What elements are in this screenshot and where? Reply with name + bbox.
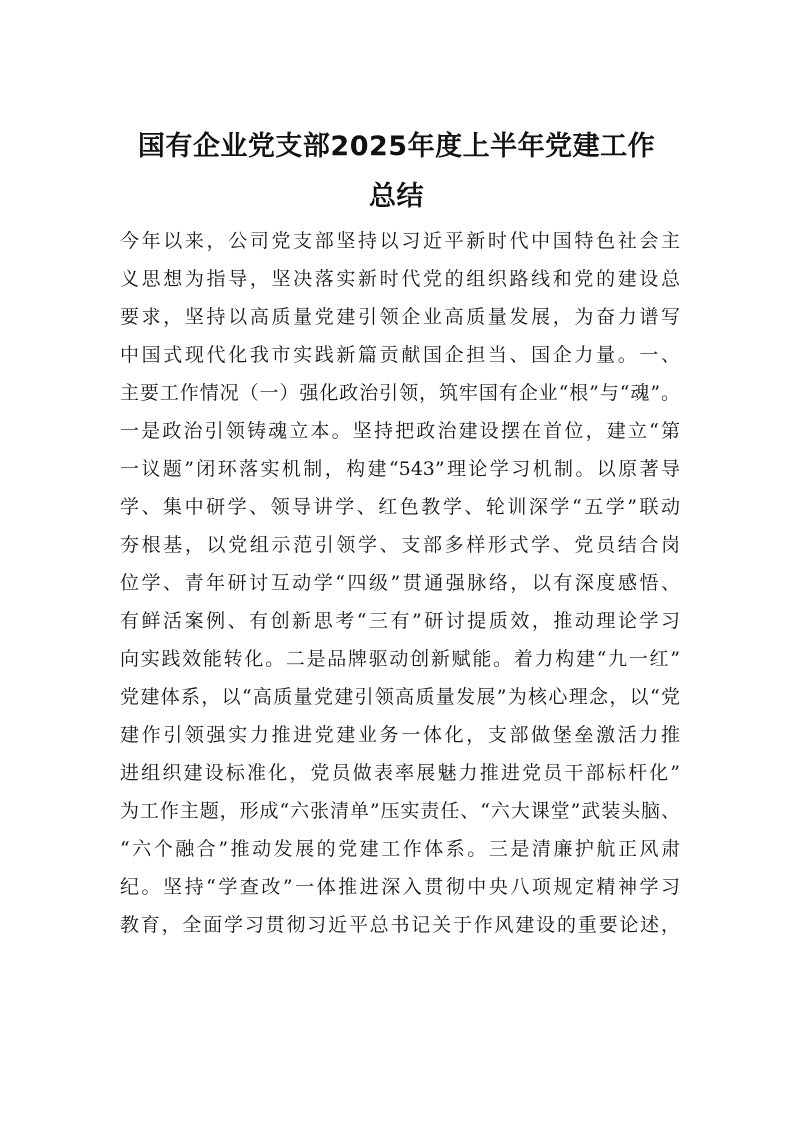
body-line: 有鲜活案例、有创新思考“三有”研讨提质效，推动理论学习 [120, 610, 680, 632]
document-body [120, 222, 680, 944]
body-line: 义思想为指导，坚决落实新时代党的组织路线和党的建设总 [120, 268, 680, 290]
body-line: 建作引领强实力推进党建业务一体化，支部做堡垒激活力推 [120, 724, 680, 746]
body-line: 学、集中研学、领导讲学、红色教学、轮训深学“五学”联动 [120, 496, 680, 518]
body-line: 一是政治引领铸魂立本。坚持把政治建设摆在首位，建立“第 [120, 420, 680, 442]
body-line: 要求，坚持以高质量党建引领企业高质量发展，为奋力谱写 [120, 306, 680, 328]
body-line: 中国式现代化我市实践新篇贡献国企担当、国企力量。一、 [120, 344, 680, 366]
title-line-2: 总结 [369, 181, 424, 212]
body-line: 一议题”闭环落实机制，构建“543”理论学习机制。以原著导 [120, 458, 680, 480]
body-line: 位学、青年研讨互动学“四级”贯通强脉络，以有深度感悟、 [120, 572, 680, 594]
body-line: 夯根基，以党组示范引领学、支部多样形式学、党员结合岗 [120, 534, 680, 556]
body-line: 向实践效能转化。二是品牌驱动创新赋能。着力构建“九一红” [120, 648, 680, 670]
body-line: 主要工作情况（一）强化政治引领，筑牢国有企业“根”与“魂”。 [120, 382, 680, 404]
document-title [96, 122, 697, 222]
body-line: “六个融合”推动发展的党建工作体系。三是清廉护航正风肃 [120, 838, 680, 860]
body-line: 党建体系，以“高质量党建引领高质量发展”为核心理念，以“党 [120, 686, 680, 708]
body-line: 教育，全面学习贯彻习近平总书记关于作风建设的重要论述， [120, 914, 680, 936]
body-line: 今年以来，公司党支部坚持以习近平新时代中国特色社会主 [120, 230, 680, 252]
body-line: 为工作主题，形成“六张清单”压实责任、“六大课堂”武装头脑、 [120, 800, 680, 822]
body-line: 纪。坚持“学查改”一体推进深入贯彻中央八项规定精神学习 [120, 876, 680, 898]
title-line-1: 国有企业党支部2025年度上半年党建工作 [137, 131, 656, 162]
body-line: 进组织建设标准化，党员做表率展魅力推进党员干部标杆化” [120, 762, 680, 784]
